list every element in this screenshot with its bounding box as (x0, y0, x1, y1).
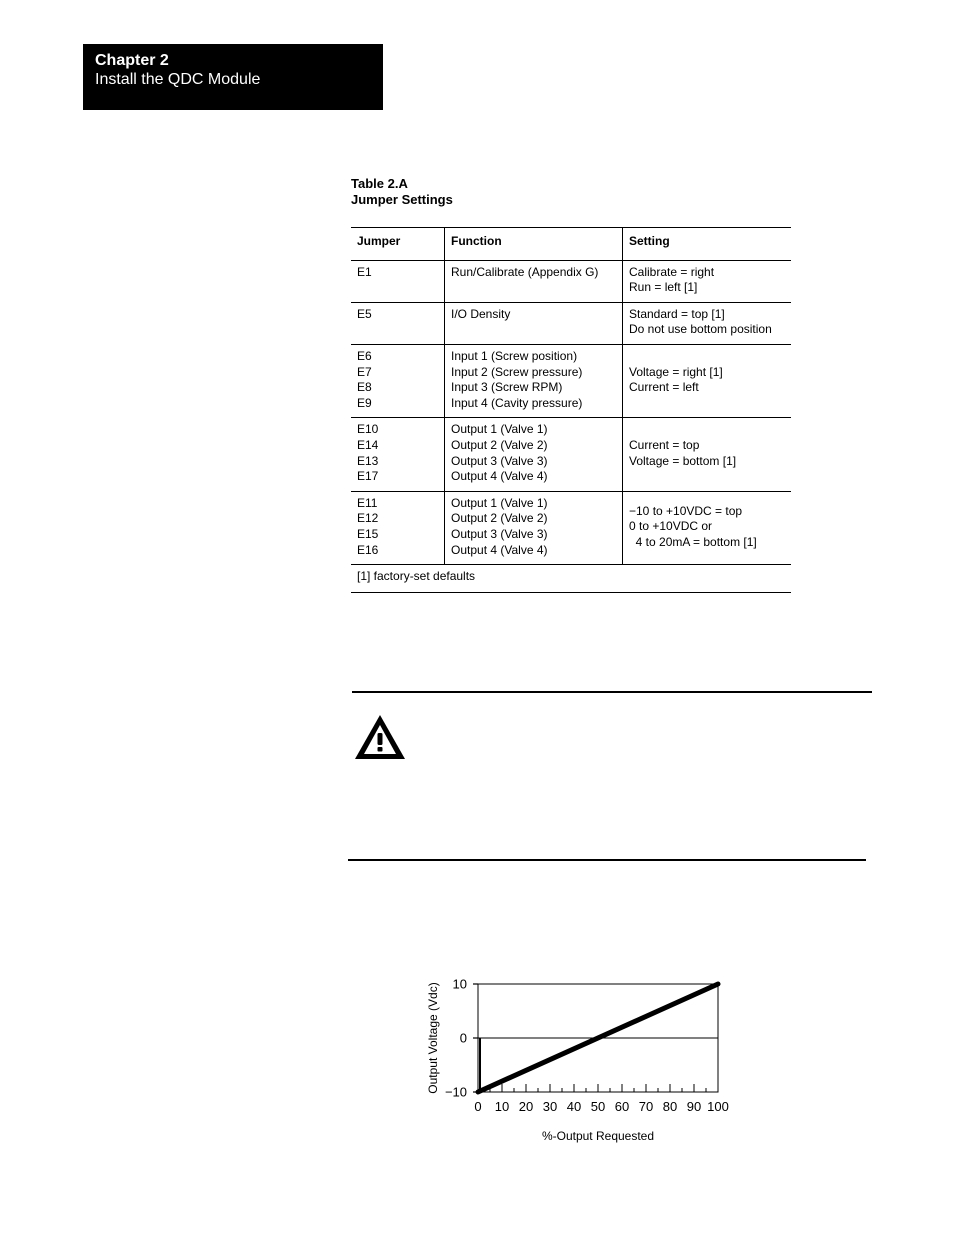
jumper-id: E17 (357, 469, 379, 484)
x-tick-label: 70 (638, 1099, 654, 1114)
table-header-row (351, 228, 791, 261)
warning-bottom-rule (348, 859, 866, 861)
y-tick-label: 0 (459, 1030, 467, 1046)
function-text: Input 2 (Screw pressure) (451, 364, 583, 379)
function-text: Output 1 (Valve 1) (451, 422, 548, 437)
x-tick-label: 100 (707, 1099, 729, 1114)
setting-text: 0 to +10VDC or (629, 519, 713, 534)
x-tick-label: 10 (494, 1099, 510, 1114)
setting-cell (623, 491, 792, 564)
setting-text: 4 to 20mA = bottom [1] (629, 534, 757, 549)
table-footnote-row (351, 565, 791, 593)
y-tick-label: −10 (444, 1084, 467, 1100)
jumper-cell (351, 260, 445, 302)
jumper-id: E10 (357, 422, 379, 437)
chapter-header (83, 44, 383, 110)
setting-cell (623, 418, 792, 491)
function-text: Output 4 (Valve 4) (451, 469, 548, 484)
function-text: Input 1 (Screw position) (451, 348, 578, 363)
jumper-id: E9 (357, 395, 372, 410)
chapter-label: Chapter 2 (95, 52, 169, 69)
jumper-id: E8 (357, 380, 372, 395)
function-text: Output 4 (Valve 4) (451, 542, 548, 557)
setting-text: Voltage = bottom [1] (629, 453, 737, 468)
function-cell (445, 344, 623, 417)
setting-text: Run = left [1] (629, 280, 698, 295)
function-cell (445, 302, 623, 344)
x-tick-label: 80 (662, 1099, 678, 1114)
setting-text: −10 to +10VDC = top (629, 503, 743, 518)
x-axis-label: %-Output Requested (541, 1129, 655, 1143)
table-row (351, 418, 791, 491)
column-header-jumper: Jumper (351, 228, 445, 261)
x-tick-label: 60 (614, 1099, 630, 1114)
y-tick-group (445, 977, 478, 1100)
jumper-id: E5 (357, 306, 372, 321)
function-text: I/O Density (451, 306, 511, 321)
column-header-function: Function (445, 228, 623, 261)
setting-text: Voltage = right [1] (629, 364, 723, 379)
jumper-id: E1 (357, 264, 372, 279)
function-text: Output 3 (Valve 3) (451, 453, 548, 468)
jumper-id: E7 (357, 364, 372, 379)
output-voltage-chart (420, 968, 740, 1148)
jumper-id: E12 (357, 511, 379, 526)
jumper-id: E11 (357, 495, 378, 510)
x-tick-group (474, 1084, 728, 1114)
function-text: Output 2 (Valve 2) (451, 437, 548, 452)
function-cell (445, 418, 623, 491)
x-tick-label: 90 (686, 1099, 702, 1114)
function-text: Output 3 (Valve 3) (451, 526, 548, 541)
jumper-cell (351, 491, 445, 564)
x-tick-label: 40 (566, 1099, 582, 1114)
warning-triangle-icon (352, 712, 408, 762)
table-row (351, 344, 791, 417)
function-text: Output 2 (Valve 2) (451, 511, 548, 526)
table-caption (351, 176, 453, 208)
table-row (351, 491, 791, 564)
y-tick-label: 10 (452, 976, 467, 992)
jumper-id: E16 (357, 542, 379, 557)
jumper-cell (351, 344, 445, 417)
table-row (351, 302, 791, 344)
jumper-settings-table (351, 227, 791, 593)
jumper-id: E14 (357, 437, 379, 452)
chapter-title: Install the QDC Module (95, 71, 261, 88)
warning-top-rule (352, 691, 872, 693)
column-header-setting: Setting (629, 234, 670, 248)
setting-text: Do not use bottom position (629, 322, 772, 337)
function-text: Output 1 (Valve 1) (451, 495, 548, 510)
x-tick-label: 0 (474, 1099, 482, 1114)
table-number: Table 2.A (351, 176, 408, 191)
function-cell (445, 260, 623, 302)
setting-cell (623, 302, 792, 344)
x-tick-label: 50 (590, 1099, 606, 1114)
table-title: Jumper Settings (351, 192, 453, 207)
jumper-id: E6 (357, 348, 372, 363)
x-tick-label: 20 (518, 1099, 534, 1114)
function-text: Run/Calibrate (Appendix G) (451, 264, 599, 279)
y-axis-label: Output Voltage (Vdc) (426, 982, 440, 1094)
jumper-cell (351, 302, 445, 344)
setting-cell (623, 260, 792, 302)
jumper-cell (351, 418, 445, 491)
function-text: Input 3 (Screw RPM) (451, 380, 563, 395)
x-tick-label: 30 (542, 1099, 558, 1114)
table-row (351, 260, 791, 302)
setting-cell (623, 344, 792, 417)
jumper-id: E13 (357, 453, 379, 468)
setting-text: Calibrate = right (629, 264, 715, 279)
function-cell (445, 491, 623, 564)
setting-text: Current = top (629, 437, 700, 452)
table-footnote: [1] factory-set defaults (357, 569, 476, 584)
setting-text: Current = left (629, 380, 699, 395)
setting-text: Standard = top [1] (629, 306, 725, 321)
jumper-id: E15 (357, 526, 379, 541)
function-text: Input 4 (Cavity pressure) (451, 395, 583, 410)
